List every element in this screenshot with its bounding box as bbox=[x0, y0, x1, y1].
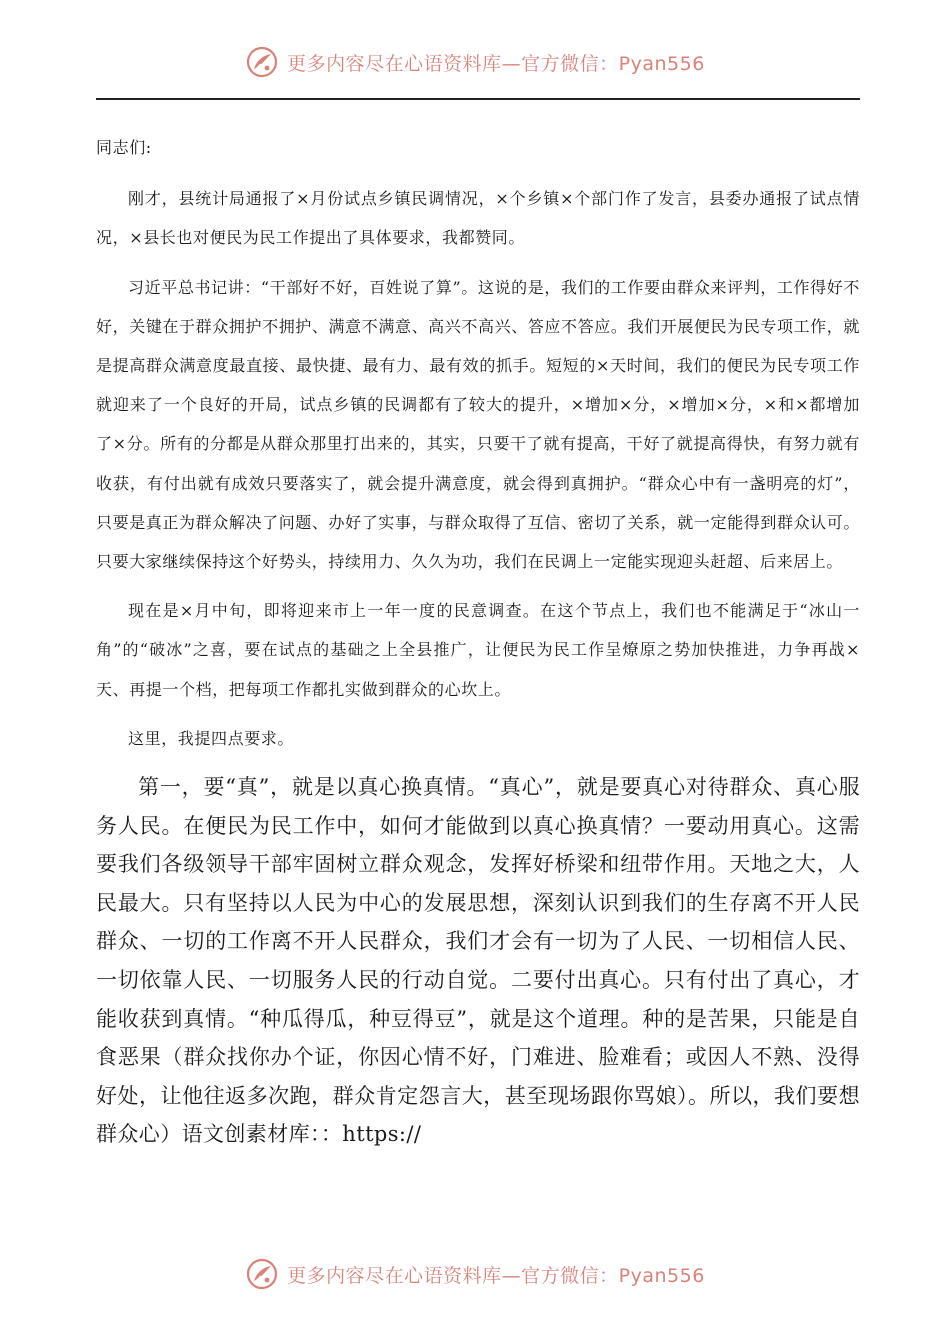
brand-logo-icon bbox=[245, 1257, 279, 1291]
salutation: 同志们: bbox=[96, 138, 152, 157]
brand-logo-icon bbox=[245, 45, 279, 79]
paragraph-1: 刚才，县统计局通报了×月份试点乡镇民调情况，×个乡镇×个部门作了发言，县委办通报了试点情况，×县长也对便民为民工作提出了具体要求，我都赞同。 bbox=[96, 189, 860, 248]
header-divider bbox=[96, 98, 860, 100]
footer-banner bbox=[0, 1254, 950, 1294]
paragraph-3: 现在是×月中旬，即将迎来市上一年一度的民意调查。在这个节点上，我们也不能满足于“冰山一角”的“破冰”之喜，要在试点的基础之上全县推广，让便民为民工作呈燎原之势加快推进，力争再战×天、再提一个档，把每项工作都扎实做到群众的心坎上。 bbox=[96, 601, 860, 699]
document-body bbox=[96, 128, 860, 1154]
paragraph-main: 第一，要“真”，就是以真心换真情。“真心”，就是要真心对待群众、真心服务人民。在便民为民工作中，如何才能做到以真心换真情？一要动用真心。这需要我们各级领导干部牢固树立群众观念，发挥好桥梁和纽带作用。天地之大，人民最大。只有坚持以人民为中心的发展思想，深刻认识到我们的生存离不开人民群众、一切的工作离不开人民群众，我们才会有一切为了人民、一切相信人民、一切依靠人民、一切服务人民的行动自觉。二要付出真心。只有付出了真心，才能收获到真情。“种瓜得瓜，种豆得豆”，就是这个道理。种的是苦果，只能是自食恶果（群众找你办个证，你因心情不好，门难进、脸难看；或因人不熟、没得好处，让他往返多次跑，群众肯定怨言大，甚至现场跟你骂娘）。所以，我们要想群众心）语文创素材库：：https:// bbox=[96, 775, 860, 1147]
header-banner bbox=[0, 42, 950, 82]
paragraph-2: 习近平总书记讲：“干部好不好，百姓说了算”。这说的是，我们的工作要由群众来评判，工作得好不好，关键在于群众拥护不拥护、满意不满意、高兴不高兴、答应不答应。我们开展便民为民专项工作，就是提高群众满意度最直接、最快捷、最有力、最有效的抓手。短短的×天时间，我们的便民为民专项工作就迎来了一个良好的开局，试点乡镇的民调都有了较大的提升，×增加×分，×增加×分，×和×都增加了×分。所有的分都是从群众那里打出来的，其实，只要干了就有提高，干好了就提高得快，有努力就有收获，有付出就有成效只要落实了，就会提升满意度，就会得到真拥护。“群众心中有一盏明亮的灯”，只要是真正为群众解决了问题、办好了实事，与群众取得了互信、密切了关系，就一定能得到群众认可。只要大家继续保持这个好势头，持续用力、久久为功，我们在民调上一定能实现迎头赶超、后来居上。 bbox=[96, 277, 860, 572]
header-banner-text: 更多内容尽在心语资料库—官方微信：Pyan556 bbox=[287, 52, 705, 75]
footer-banner-text: 更多内容尽在心语资料库—官方微信：Pyan556 bbox=[287, 1264, 705, 1287]
paragraph-4: 这里，我提四点要求。 bbox=[128, 728, 295, 748]
